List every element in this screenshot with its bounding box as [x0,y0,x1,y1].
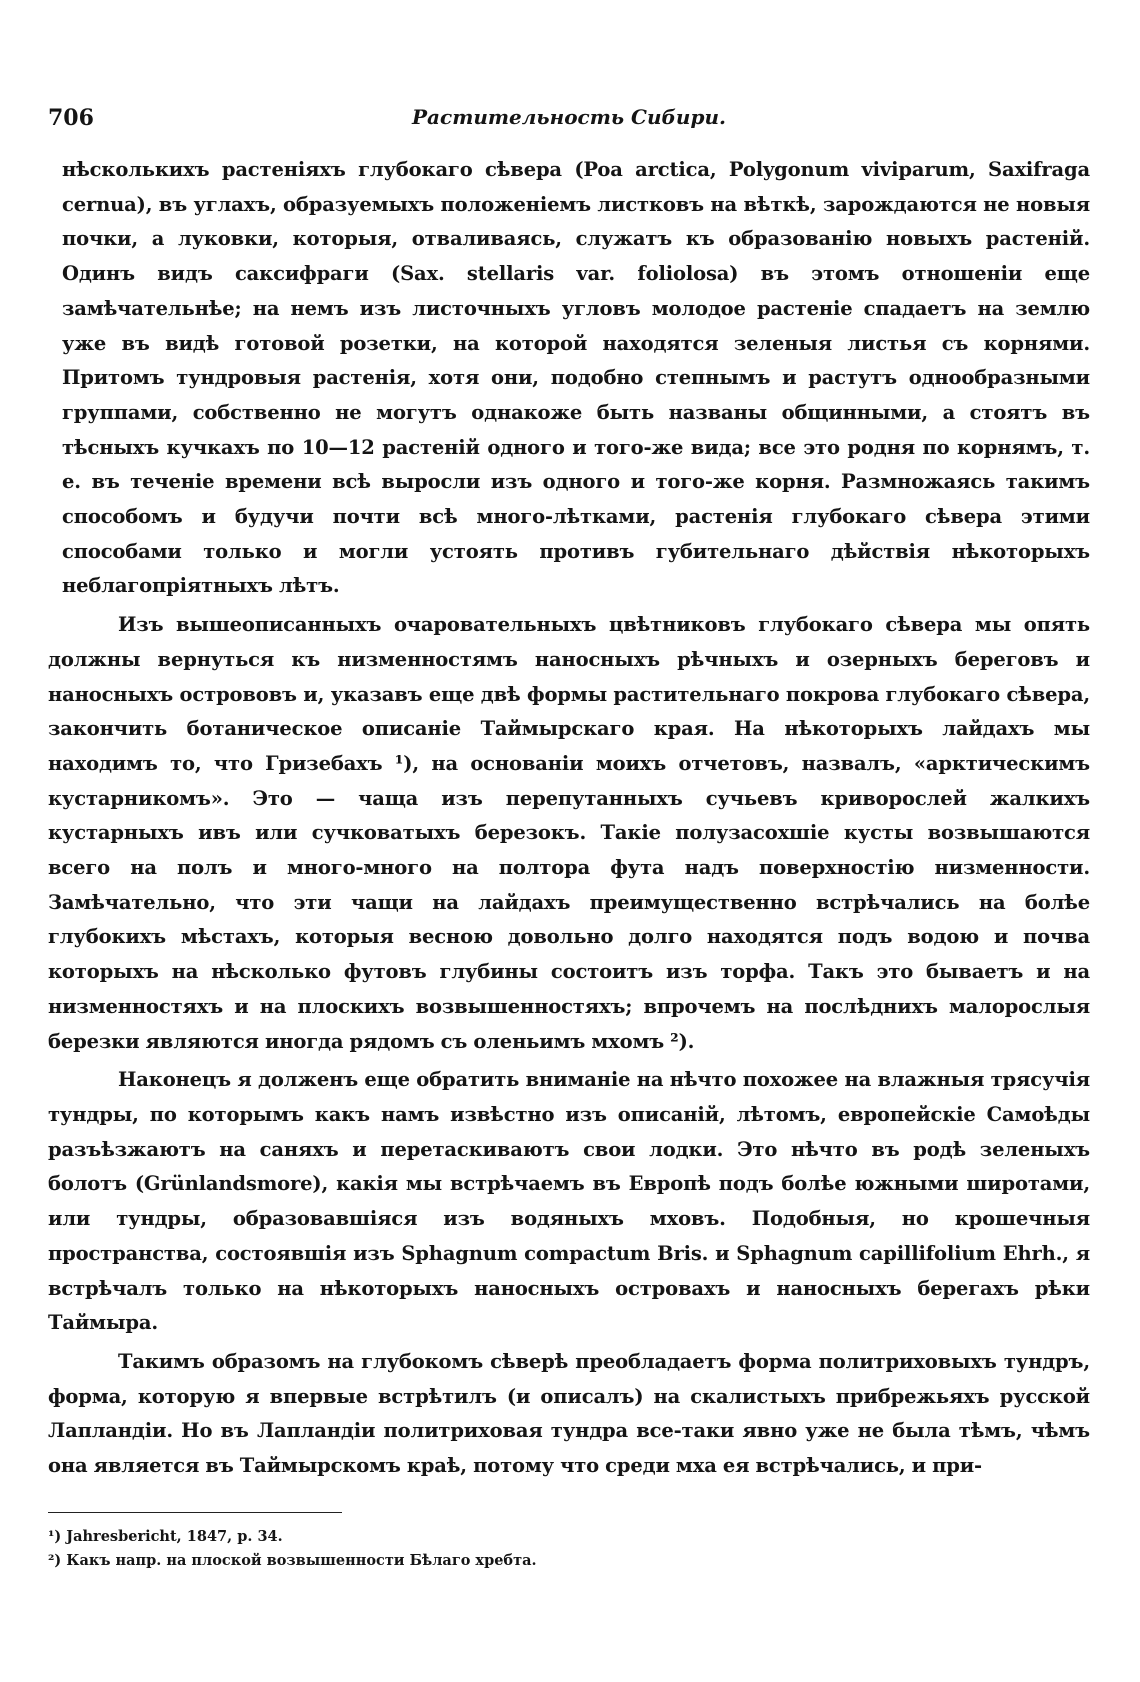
running-title: Растительность Сибири. [412,105,726,129]
document-page [48,105,1090,1573]
paragraph-continuation: нѣсколькихъ растеніяхъ глубокаго сѣвера (Poa arctica, Polygonum viviparum, Saxifraga cernua), въ углахъ, образуемыхъ положеніемъ листковъ на вѣткѣ, зарождаются не новыя почки, а луковки, которыя, отваливаясь, служатъ къ образованію новыхъ растеній. Одинъ видъ саксифраги (Sax. stellaris var. foliolosa) въ этомъ отношеніи еще замѣчательнѣе; на немъ изъ листочныхъ угловъ молодое растеніе спадаетъ на землю уже въ видѣ готовой розетки, на которой находятся зеленыя листья съ корнями. Притомъ тундровыя растенія, хотя они, подобно степнымъ и растутъ однообразными группами, собственно не могутъ однакоже быть названы общинными, а стоятъ въ тѣсныхъ кучкахъ по 10—12 растеній одного и того-же вида; все это родня по корнямъ, т. е. въ теченіе времени всѣ выросли изъ одного и того-же корня. Размножаясь такимъ способомъ и будучи почти всѣ много-лѣтками, растенія глубокаго сѣвера этими способами только и могли устоять противъ губительнаго дѣйствія нѣкоторыхъ неблагопріятныхъ лѣтъ. [62,158,1090,598]
footnote-divider [48,1512,342,1513]
footnote-1: ¹) Jahresbericht, 1847, p. 34. [48,1527,283,1545]
footnotes [48,1525,1090,1573]
page-header [48,105,1090,145]
page-number: 706 [48,105,94,131]
paragraph-moss-bogs: Наконецъ я долженъ еще обратить вниманіе на нѣчто похожее на влажныя трясучія тундры, по которымъ какъ намъ извѣстно изъ описаній, лѣтомъ, европейскіе Самоѣды разъѣзжаютъ на саняхъ и перетаскиваютъ свои лодки. Это нѣчто въ родѣ зеленыхъ болотъ (Grünlandsmore), какія мы встрѣчаемъ въ Европѣ подъ болѣе южными широтами, или тундры, образовавшіяся изъ водяныхъ мховъ. Подобныя, но крошечныя пространства, состоявшія изъ Sphagnum compactum Bris. и Sphagnum capillifolium Ehrh., я встрѣчалъ только на нѣкоторыхъ наносныхъ островахъ и наносныхъ берегахъ рѣки Таймыра. [48,1068,1090,1335]
body-text [48,153,1090,1484]
paragraph-polytrichum-tundra: Такимъ образомъ на глубокомъ сѣверѣ преобладаетъ форма политриховыхъ тундръ, форма, которую я впервые встрѣтилъ (и описалъ) на скалистыхъ прибрежьяхъ русской Лапландіи. Но въ Лапландіи политриховая тундра все-таки явно уже не была тѣмъ, чѣмъ она является въ Таймырскомъ краѣ, потому что среди мха ея встрѣчались, и при- [48,1349,1090,1478]
footnote-2: ²) Какъ напр. на плоской возвышенности Бѣлаго хребта. [48,1551,537,1569]
paragraph-arctic-shrub: Изъ вышеописанныхъ очаровательныхъ цвѣтниковъ глубокаго сѣвера мы опять должны вернуться къ низменностямъ наносныхъ рѣчныхъ и озерныхъ береговъ и наносныхъ острововъ и, указавъ еще двѣ формы растительнаго покрова глубокаго сѣвера, закончить ботаническое описаніе Таймырскаго края. На нѣкоторыхъ лайдахъ мы находимъ то, что Гризебахъ ¹), на основаніи моихъ отчетовъ, назвалъ, «арктическимъ кустарникомъ». Это — чаща изъ перепутанныхъ сучьевъ криворослей жалкихъ кустарныхъ ивъ или сучковатыхъ березокъ. Такіе полузасохшіе кусты возвышаются всего на полъ и много-много на полтора фута надъ поверхностію низменности. Замѣчательно, что эти чащи на лайдахъ преимущественно встрѣчались на болѣе глубокихъ мѣстахъ, которыя весною довольно долго находятся подъ водою и почва которыхъ на нѣсколько футовъ глубины состоитъ изъ торфа. Такъ это бываетъ и на низменностяхъ и на плоскихъ возвышенностяхъ; впрочемъ на послѣднихъ малорослыя березки являются иногда рядомъ съ оленьимъ мхомъ ²). [48,613,1090,1053]
